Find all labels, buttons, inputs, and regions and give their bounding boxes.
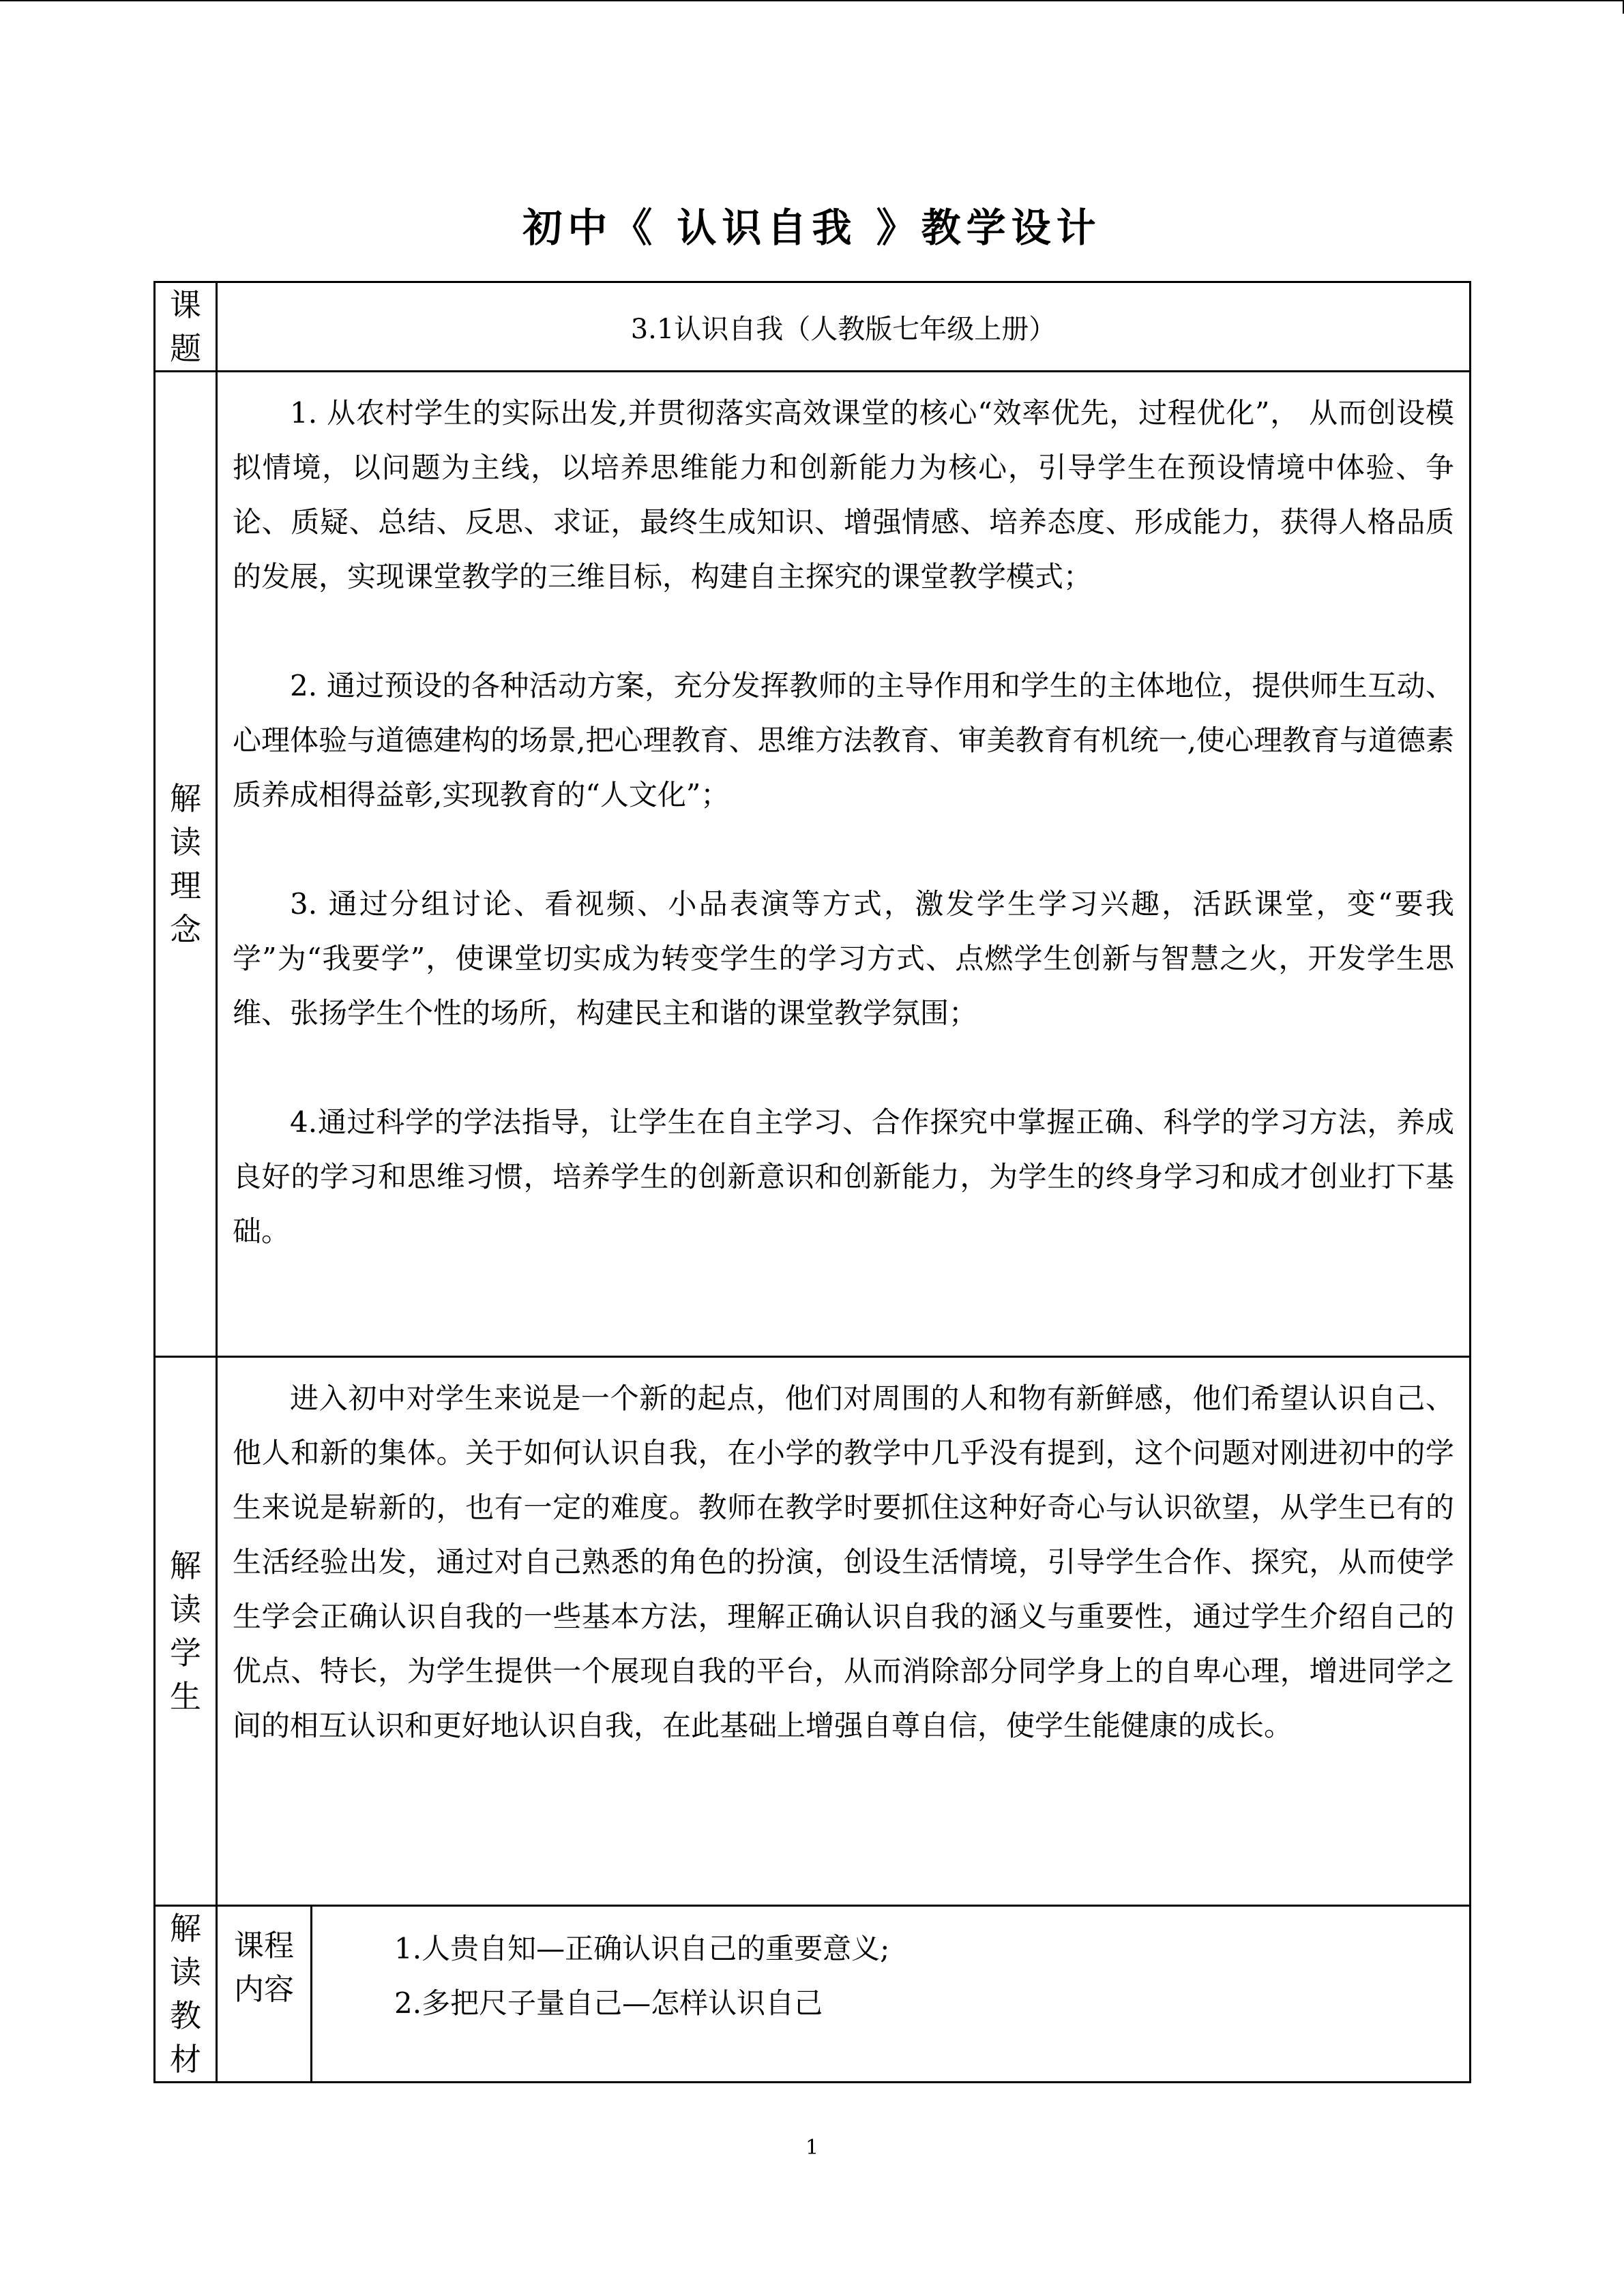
course-content-list (312, 1907, 1469, 2031)
student-paragraphs (218, 1358, 1469, 1767)
topic-value: 3.1认识自我（人教版七年级上册） (630, 313, 1057, 345)
page-title: 初中《 认识自我 》教学设计 (522, 205, 1102, 251)
course-content-item-2: 2.多把尺子量自己—怎样认识自己 (394, 1986, 823, 2020)
course-content-item-1: 1.人贵自知—正确认识自己的重要意义; (394, 1932, 890, 1965)
page-top-border (0, 0, 1624, 1)
student-paragraph: 进入初中对学生来说是一个新的起点，他们对周围的人和物有新鲜感，他们希望认识自己、他人和新的集体。关于如何认识自我，在小学的教学中几乎没有提到，这个问题对刚进初中的学生来说是崭新的，也有一定的难度。教师在教学时要抓住这种好奇心与认识欲望，从学生已有的生活经验出发，通过对自己熟悉的角色的扮演，创设生活情境，引导学生合作、探究，从而使学生学会正确认识自我的一些基本方法，理解正确认识自我的涵义与重要性，通过学生介绍自己的优点、特长，为学生提供一个展现自我的平台，从而消除部分同学身上的自卑心理，增进同学之间的相互认识和更好地认识自我，在此基础上增强自尊自信，使学生能健康的成长。 (233, 1382, 1454, 1742)
student-content-cell (217, 1357, 1471, 1906)
student-label: 解读学生 (170, 1547, 201, 1715)
material-label: 解读教材 (170, 1910, 201, 2078)
course-content-label-cell (218, 1907, 312, 2081)
concept-paragraph-1: 1. 从农村学生的实际出发,并贯彻落实高效课堂的核心“效率优先，过程优化”， 从而创设模拟情境，以问题为主线，以培养思维能力和创新能力为核心，引导学生在预设情境中体验、争论、质疑、总结、反思、求证，最终生成知识、增强情感、培养态度、形成能力，获得人格品质的发展，实现课堂教学的三维目标，构建自主探究的课堂教学模式； (233, 396, 1454, 593)
lesson-design-table (153, 281, 1471, 2083)
concept-label: 解读理念 (170, 780, 201, 948)
student-row (155, 1357, 1471, 1906)
concept-label-cell (155, 372, 217, 1357)
topic-value-cell (217, 282, 1471, 372)
concept-paragraph-4: 4.通过科学的学法指导，让学生在自主学习、合作探究中掌握正确、科学的学习方法，养成良好的学习和思维习惯，培养学生的创新意识和创新能力，为学生的终身学习和成才创业打下基础。 (233, 1105, 1454, 1248)
concept-paragraph-2: 2. 通过预设的各种活动方案，充分发挥教师的主导作用和学生的主体地位，提供师生互动、心理体验与道德建构的场景,把心理教育、思维方法教育、审美教育有机统一,使心理教育与道德素质养成相得益彰,实现教育的“人文化”； (233, 669, 1454, 811)
concept-content-cell (217, 372, 1471, 1357)
concept-paragraphs (218, 372, 1469, 1272)
topic-row (155, 282, 1471, 372)
material-label-cell (155, 1906, 217, 2083)
course-content-list-cell (312, 1907, 1470, 2081)
concept-row (155, 372, 1471, 1357)
page-number: 1 (805, 2136, 819, 2160)
course-content-label: 课程内容 (234, 1928, 294, 2007)
material-row (155, 1906, 1471, 2083)
student-label-cell (155, 1357, 217, 1906)
topic-label-cell (155, 282, 217, 372)
material-inner-table (218, 1907, 1469, 2081)
material-content-cell (217, 1906, 1471, 2083)
topic-label: 课题 (170, 286, 201, 367)
concept-paragraph-3: 3. 通过分组讨论、看视频、小品表演等方式，激发学生学习兴趣，活跃课堂，变“要我学”为“我要学”，使课堂切实成为转变学生的学习方式、点燃学生创新与智慧之火，开发学生思维、张扬学生个性的场所，构建民主和谐的课堂教学氛围； (233, 887, 1454, 1030)
